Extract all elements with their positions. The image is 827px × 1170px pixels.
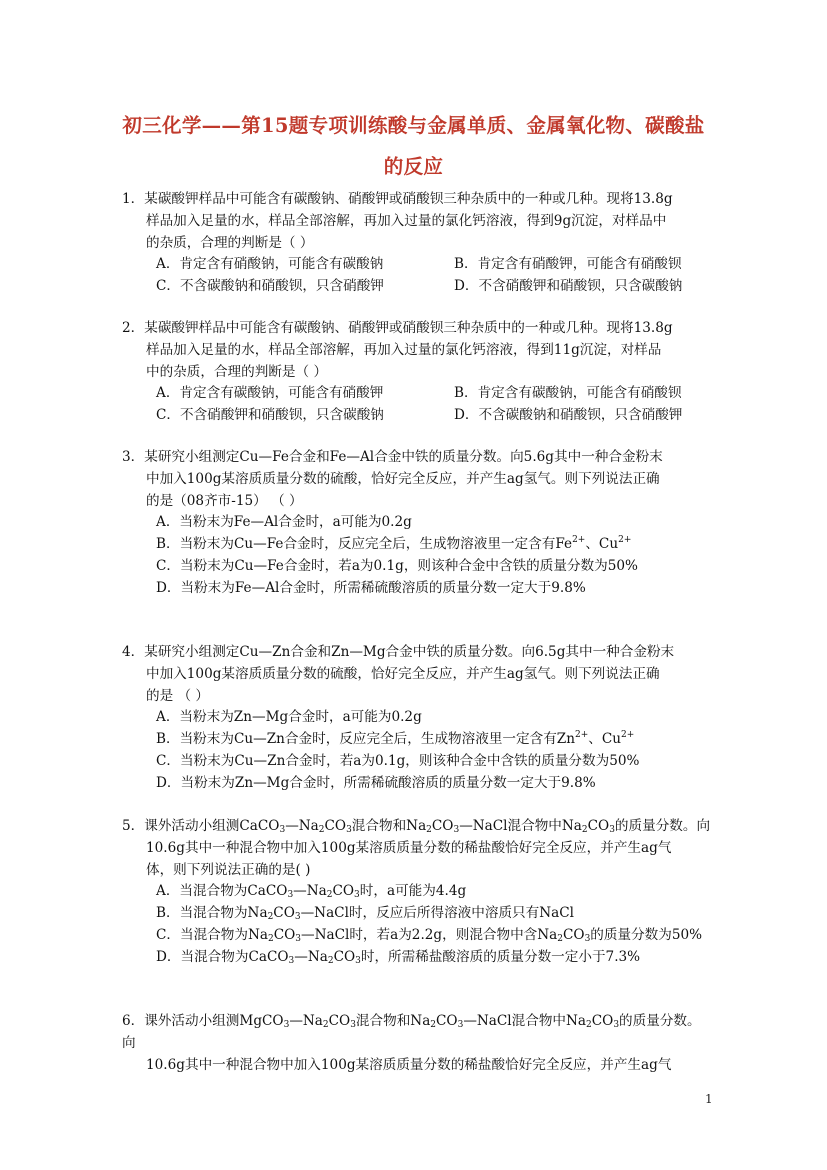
question-5 [122,816,712,969]
q4-stem-line3: 的是 （ ） [146,687,210,704]
q2-option-b: B．肯定含有碳酸钠，可能含有硝酸钡 [454,385,682,402]
question-3 [122,447,712,600]
page-title-line2: 的反应 [383,155,444,178]
q1-option-d: D．不含硝酸钾和硝酸钡，只含碳酸钠 [454,278,683,295]
q4-option-c: C．当粉末为Cu—Zn合金时，若a为0.1g，则该种合金中含铁的质量分数为50% [156,752,640,769]
q3-option-c: C．当粉末为Cu—Fe合金时，若a为0.1g，则该种合金中含铁的质量分数为50% [156,557,638,574]
q1-stem-line1: 1．某碳酸钾样品中可能含有碳酸钠、硝酸钾或硝酸钡三种杂质中的一种或几种。现将13.8g [122,191,673,207]
q2-stem-line2: 样品加入足量的水，样品全部溶解，再加入过量的氯化钙溶液，得到11g沉淀，对样品 [146,341,662,358]
question-4 [122,642,712,795]
q6-stem-line2: 10.6g其中一种混合物中加入100g某溶质质量分数的稀盐酸恰好完全反应，并产生ag气 [146,1056,672,1073]
question-2 [122,318,712,427]
q1-option-a: A．肯定含有硝酸钠，可能含有碳酸钠 [156,256,384,273]
q4-option-d: D．当粉末为Zn—Mg合金时，所需稀硫酸溶质的质量分数一定大于9.8% [156,774,596,791]
q5-stem-line3: 体，则下列说法正确的是( ) [146,861,311,878]
q3-stem-line1: 3．某研究小组测定Cu—Fe合金和Fe—Al合金中铁的质量分数。向5.6g其中一种合金粉末 [122,449,663,465]
q2-option-d: D．不含碳酸钠和硝酸钡，只含硝酸钾 [454,407,683,424]
q3-stem-line2: 中加入100g某溶质质量分数的硫酸，恰好完全反应，并产生ag氢气。则下列说法正确 [146,470,660,487]
question-1 [122,189,712,298]
q5-option-b: B．当混合物为$Na_2CO_3—NaCl$时，反应后所得溶液中溶质只有NaCl [156,905,574,923]
q3-option-b: B．当粉末为Cu—Fe合金时，反应完全后，生成物溶液里一定含有$Fe^{2+}$、$Cu^{2+}$ [156,535,632,553]
q1-stem-line2: 样品加入足量的水，样品全部溶解，再加入过量的氯化钙溶液，得到9g沉淀，对样品中 [146,212,667,229]
q5-stem-line1: 5．课外活动小组测$CaCO_3—Na_2CO_3$混合物和$Na_2CO_3—NaCl$混合物中$Na_2CO_3$的质量分数。向 [122,818,711,835]
q3-option-d: D．当粉末为Fe—Al合金时，所需稀硫酸溶质的质量分数一定大于9.8% [156,579,586,596]
q5-option-c: C．当混合物为$Na_2CO_3—NaCl$时，若a为2.2g，则混合物中含$Na_2CO_3$的质量分数为50% [156,926,703,944]
q4-option-a: A．当粉末为Zn—Mg合金时，a可能为0.2g [156,709,422,726]
question-6 [122,1011,712,1076]
page-title-line1: 初三化学——第15题专项训练酸与金属单质、金属氧化物、碳酸盐 [122,114,705,137]
q4-option-b: B．当粉末为Cu—Zn合金时，反应完全后，生成物溶液里一定含有$Zn^{2+}$、$Cu^{2+}$ [156,730,635,748]
q4-stem-line1: 4．某研究小组测定Cu—Zn合金和Zn—Mg合金中铁的质量分数。向6.5g其中一种合金粉末 [122,644,675,660]
q6-stem-line1: 6．课外活动小组测$MgCO_3—Na_2CO_3$混合物和$Na_2CO_3—NaCl$混合物中$Na_2CO_3$的质量分数。向 [122,1013,701,1051]
q5-stem-line2: 10.6g其中一种混合物中加入100g某溶质质量分数的稀盐酸恰好完全反应，并产生ag气 [146,839,672,856]
q1-option-c: C．不含碳酸钠和硝酸钡，只含硝酸钾 [156,278,384,295]
page-number: 1 [705,1092,713,1106]
q5-option-d: D．当混合物为$CaCO_3—Na_2CO_3$时，所需稀盐酸溶质的质量分数一定小于7.3% [156,948,641,966]
q1-stem-line3: 的杂质，合理的判断是（ ） [146,234,314,251]
q2-option-a: A．肯定含有碳酸钠，可能含有硝酸钾 [156,385,384,402]
q2-option-c: C．不含硝酸钾和硝酸钡，只含碳酸钠 [156,407,384,424]
q3-stem-line3: 的是（08齐市-15） （ ） [146,492,303,509]
q2-stem-line3: 中的杂质，合理的判断是（ ） [146,363,328,380]
q2-stem-line1: 2．某碳酸钾样品中可能含有碳酸钠、硝酸钾或硝酸钡三种杂质中的一种或几种。现将13.8g [122,320,673,336]
q4-stem-line2: 中加入100g某溶质质量分数的硫酸，恰好完全反应，并产生ag氢气。则下列说法正确 [146,665,660,682]
q3-option-a: A．当粉末为Fe—Al合金时，a可能为0.2g [156,514,412,531]
q5-option-a: A．当混合物为$CaCO_3—Na_2CO_3$时，a可能为4.4g [156,883,467,901]
q1-option-b: B．肯定含有硝酸钾，可能含有硝酸钡 [454,256,682,273]
